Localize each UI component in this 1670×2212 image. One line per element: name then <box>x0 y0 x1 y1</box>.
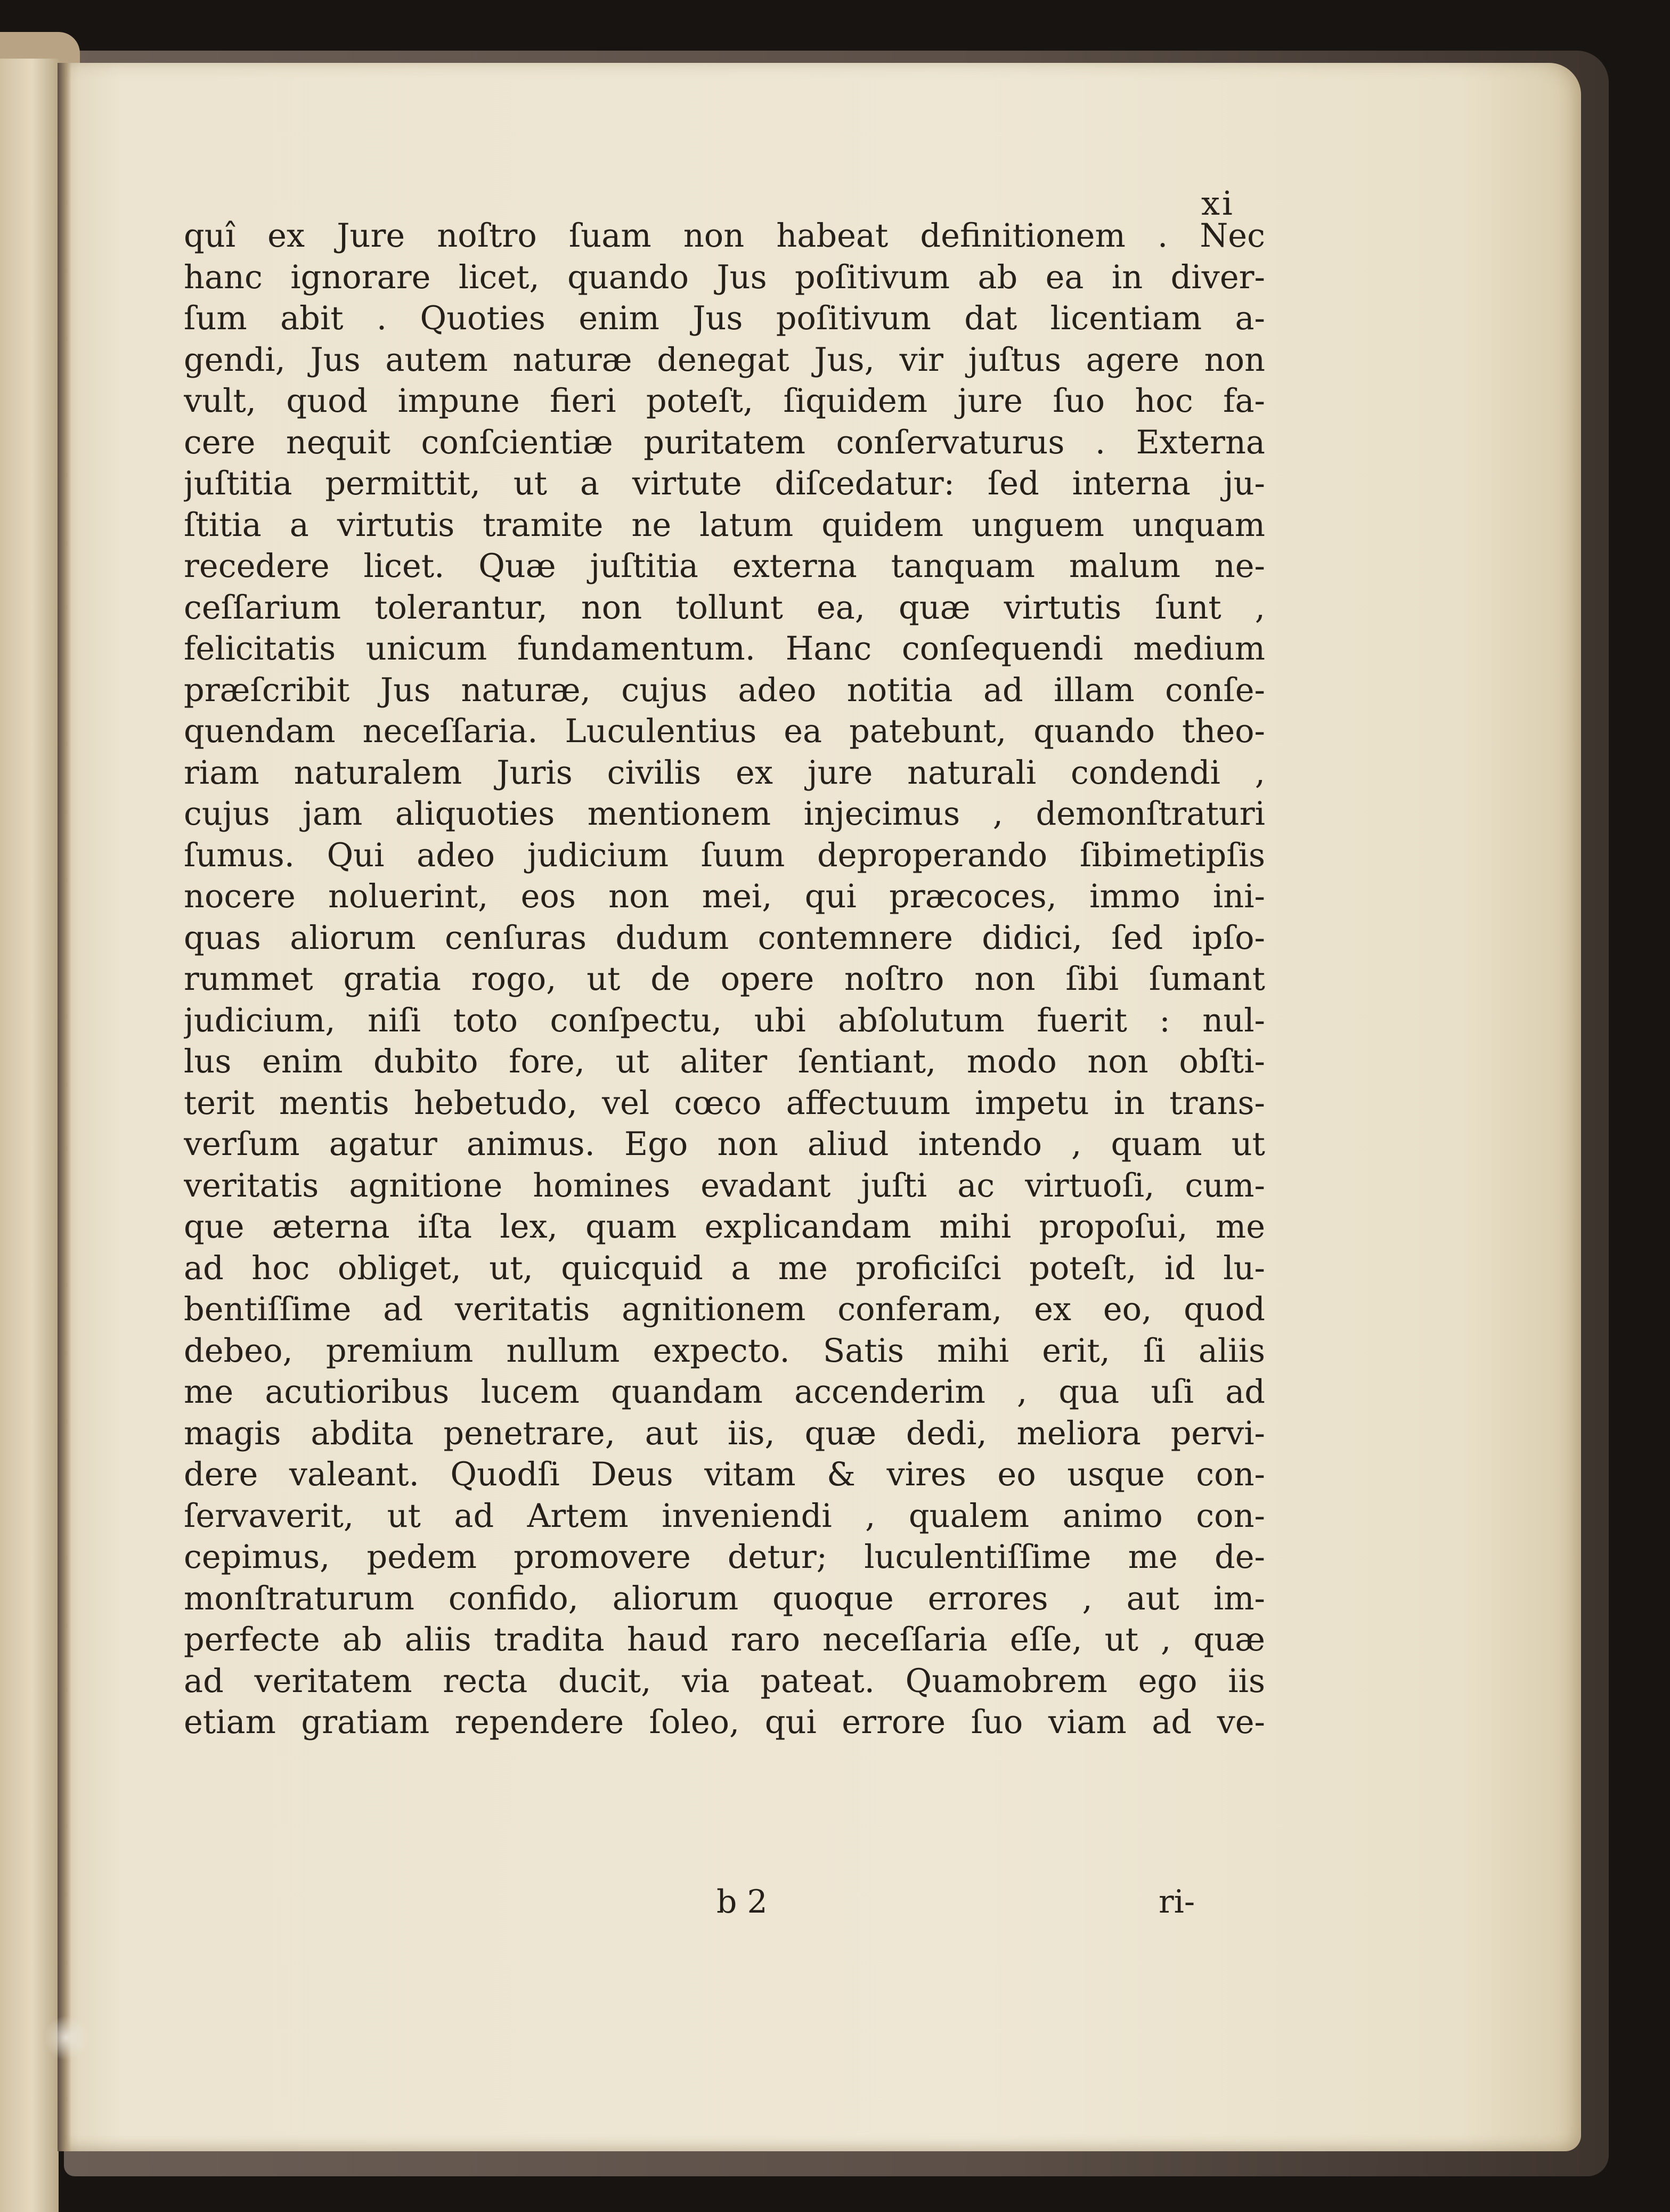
text-line: rummet gratia rogo, ut de opere noſtro non ſibi ſumant <box>184 961 1265 998</box>
text-line: hanc ignorare licet, quando Jus poſitivum ab ea in diver- <box>184 258 1265 296</box>
text-line: etiam gratiam rependere ſoleo, qui errore ſuo viam ad ve- <box>184 1704 1265 1741</box>
text-line: præſcribit Jus naturæ, cujus adeo notitia ad illam conſe- <box>184 671 1265 709</box>
text-line: quî ex Jure noſtro ſuam non habeat definitionem . Nec <box>184 217 1265 255</box>
text-line: perfecte ab aliis tradita haud raro neceſſaria eſſe, ut , quæ <box>184 1621 1265 1658</box>
text-line: bentiſſime ad veritatis agnitionem conferam, ex eo, quod <box>184 1291 1265 1328</box>
text-line: ſtitia a virtutis tramite ne latum quidem unguem unquam <box>184 506 1265 544</box>
text-line: magis abdita penetrare, aut iis, quæ dedi, meliora pervi- <box>184 1414 1265 1452</box>
text-line: lus enim dubito fore, ut aliter ſentiant, modo non obſti- <box>184 1043 1265 1080</box>
text-line: quendam neceſſaria. Luculentius ea patebunt, quando theo- <box>184 713 1265 750</box>
text-line: quas aliorum cenſuras dudum contemnere didici, ſed ipſo- <box>184 919 1265 957</box>
page-number: xi <box>1201 184 1235 223</box>
text-line: ſum abit . Quoties enim Jus poſitivum dat licentiam a- <box>184 300 1265 337</box>
text-line: verſum agatur animus. Ego non aliud intendo , quam ut <box>184 1126 1265 1163</box>
text-line: judicium, niſi toto conſpectu, ubi abſolutum fuerit : nul- <box>184 1002 1265 1039</box>
text-line: vult, quod impune fieri poteſt, ſiquidem jure ſuo hoc fa- <box>184 383 1265 420</box>
text-line: juſtitia permittit, ut a virtute diſcedatur: ſed interna ju- <box>184 465 1265 502</box>
text-line: monſtraturum confido, aliorum quoque errores , aut im- <box>184 1580 1265 1617</box>
text-line: ceſſarium tolerantur, non tollunt ea, quæ virtutis ſunt , <box>184 589 1265 627</box>
text-line: gendi, Jus autem naturæ denegat Jus, vir juſtus agere non <box>184 341 1265 379</box>
text-line: felicitatis unicum fundamentum. Hanc conſequendi medium <box>184 630 1265 668</box>
text-line: me acutioribus lucem quandam accenderim , qua uſi ad <box>184 1373 1265 1411</box>
text-line: dere valeant. Quodſi Deus vitam & vires eo usque con- <box>184 1456 1265 1493</box>
page-gutter <box>58 63 71 2151</box>
body-text <box>184 216 1265 1744</box>
text-line: cere nequit conſcientiæ puritatem conſervaturus . Externa <box>184 424 1265 461</box>
left-facing-page <box>0 59 59 2212</box>
text-line: cujus jam aliquoties mentionem injecimus , demonſtraturi <box>184 795 1265 833</box>
text-line: recedere licet. Quæ juſtitia externa tanquam malum ne- <box>184 548 1265 585</box>
text-line: veritatis agnitione homines evadant juſti ac virtuoſi, cum- <box>184 1167 1265 1205</box>
text-line: debeo, premium nullum expecto. Satis mihi erit, ſi aliis <box>184 1332 1265 1370</box>
text-line: que æterna iſta lex, quam explicandam mihi propoſui, me <box>184 1208 1265 1246</box>
text-line: nocere noluerint, eos non mei, qui præcoces, immo ini- <box>184 878 1265 915</box>
text-line: terit mentis hebetudo, vel cœco affectuum impetu in trans- <box>184 1084 1265 1122</box>
text-line: riam naturalem Juris civilis ex jure naturali condendi , <box>184 754 1265 792</box>
signature-mark: b 2 <box>716 1883 768 1921</box>
catchword: ri- <box>1159 1883 1195 1921</box>
text-line: ad hoc obliget, ut, quicquid a me proficiſci poteſt, id lu- <box>184 1249 1265 1287</box>
text-line: ſumus. Qui adeo judicium ſuum deproperando ſibimetipſis <box>184 836 1265 874</box>
text-line: ſervaverit, ut ad Artem inveniendi , qualem animo con- <box>184 1497 1265 1535</box>
text-line: ad veritatem recta ducit, via pateat. Quamobrem ego iis <box>184 1662 1265 1700</box>
text-line: cepimus, pedem promovere detur; luculentiſſime me de- <box>184 1539 1265 1576</box>
